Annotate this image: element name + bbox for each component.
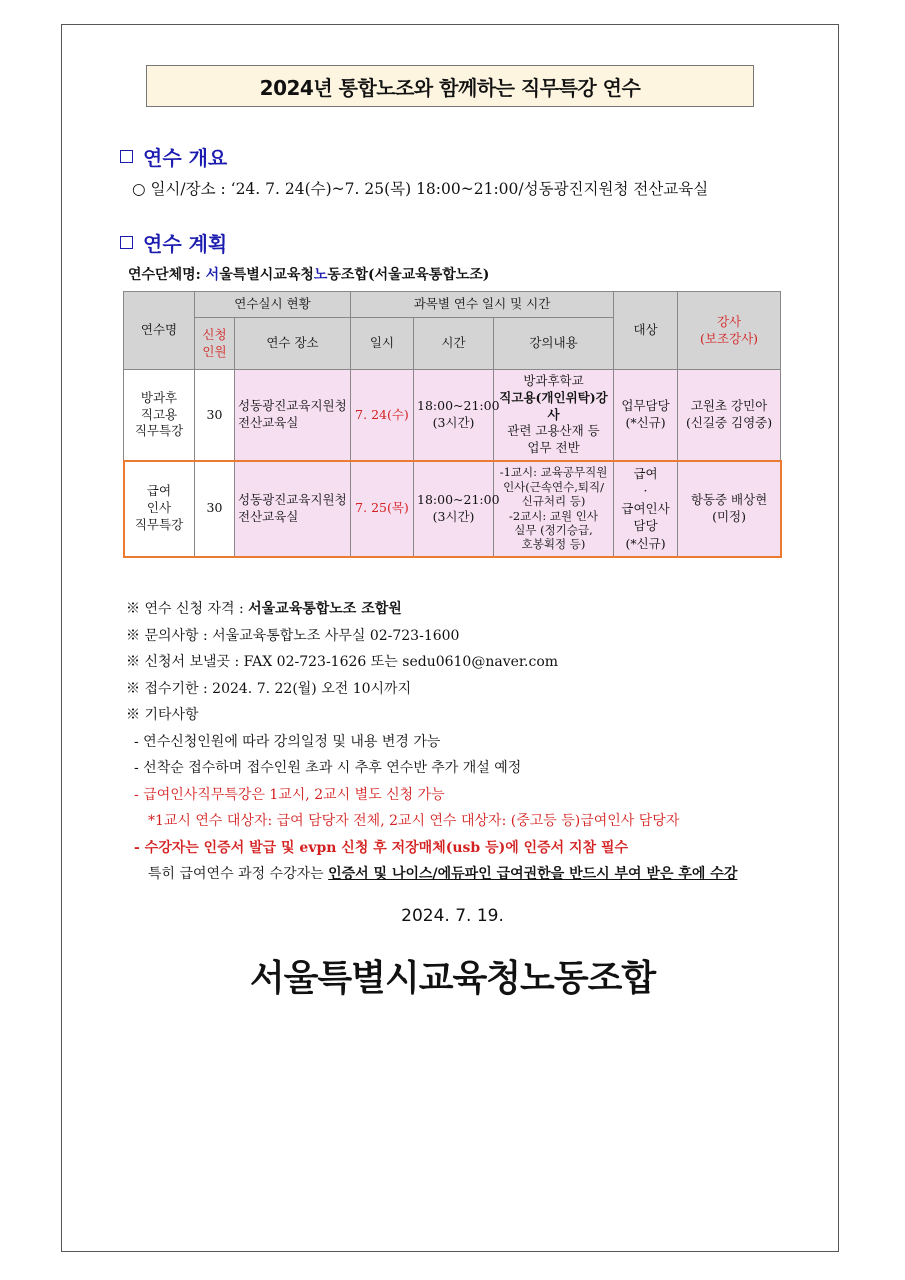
org-part-1: 서 xyxy=(205,267,220,283)
row1-content-bold: 직고용(개인위탁)강사 xyxy=(499,389,608,422)
row2-content: -1교시: 교육공무직원 인사(근속연수,퇴직/ 신규처리 등) -2교시: 교원 인사 실무 (정기승급, 호봉획정 등) xyxy=(494,461,614,557)
header-place: 연수 장소 xyxy=(235,318,351,370)
section-plan-heading xyxy=(120,228,227,257)
row1-instructor: 고원초 강민아 (신길중 김영중) xyxy=(678,370,781,461)
note-inquiry: ※ 문의사항 : 서울교육통합노조 사무실 02-723-1600 xyxy=(126,627,460,644)
plan-heading-text: 연수 계획 xyxy=(143,232,228,256)
row2-target: 급여 · 급여인사 담당 (*신규) xyxy=(614,461,678,557)
org-part-2: 울특별시교육청 xyxy=(219,267,314,283)
schedule-line: ○ 일시/장소 : ‘24. 7. 24(수)~7. 25(목) 18:00~21:00/성동광진지원청 전산교육실 xyxy=(132,180,709,198)
note-other-4: - 수강자는 인증서 발급 및 evpn 신청 후 저장매체(usb 등)에 인증서 지참 필수 xyxy=(134,839,629,856)
row1-time: 18:00~21:00 (3시간) xyxy=(414,370,494,461)
document-date: 2024. 7. 19. xyxy=(401,906,504,926)
header-name: 연수명 xyxy=(124,292,195,370)
org-part-4: 동조합(서울교육통합노조) xyxy=(327,267,490,283)
notes-section xyxy=(126,596,737,888)
note-eligibility xyxy=(126,596,737,623)
row2-instructor: 항동중 배상현 (미정) xyxy=(678,461,781,557)
header-date: 일시 xyxy=(351,318,414,370)
row2-name: 급여 인사 직무특강 xyxy=(124,461,195,557)
page-title-text: 2024년 통합노조와 함께하는 직무특강 연수 xyxy=(259,75,641,100)
note-other-3: - 급여인사직무특강은 1교시, 2교시 별도 신청 가능 xyxy=(134,786,445,803)
note-eligibility-value: 서울교육통합노조 조합원 xyxy=(248,601,402,617)
note-other-4-prefix: 특히 급여연수 과정 수강자는 xyxy=(148,866,329,882)
row1-content-line2: 관련 고용산재 등 업무 전반 xyxy=(507,423,600,456)
org-label: 연수단체명: xyxy=(128,267,206,283)
note-other-3-detail: *1교시 연수 대상자: 급여 담당자 전체, 2교시 연수 대상자: (중고등 등)급여인사 담당자 xyxy=(148,813,680,829)
training-plan-table xyxy=(123,291,781,557)
row2-time: 18:00~21:00 (3시간) xyxy=(414,461,494,557)
note-other-2: - 선착순 접수하며 접수인원 초과 시 추후 연수반 추가 개설 예정 xyxy=(134,760,522,776)
table-header-row xyxy=(124,292,781,318)
organization-signature: 서울특별시교육청노동조합 xyxy=(249,958,656,999)
section-overview-heading xyxy=(120,142,227,171)
row1-content xyxy=(494,370,614,461)
row1-date: 7. 24(수) xyxy=(351,370,414,461)
header-target: 대상 xyxy=(614,292,678,370)
header-time: 시간 xyxy=(414,318,494,370)
note-other-4-detail xyxy=(126,861,737,888)
note-eligibility-label: ※ 연수 신청 자격 : xyxy=(126,601,249,617)
organization-line xyxy=(128,264,489,284)
row2-place: 성동광진교육지원청 전산교육실 xyxy=(235,461,351,557)
header-instructor: 강사 (보조강사) xyxy=(678,292,781,370)
org-part-3: 노 xyxy=(313,267,328,283)
page-title xyxy=(146,65,754,107)
overview-heading-text: 연수 개요 xyxy=(143,146,228,170)
note-other-4-underlined: 인증서 및 나이스/에듀파인 급여권한을 반드시 부여 받은 후에 수강 xyxy=(328,866,738,882)
square-bullet-icon xyxy=(120,150,133,163)
note-deadline: ※ 접수기한 : 2024. 7. 22(월) 오전 10시까지 xyxy=(126,680,412,697)
header-content: 강의내용 xyxy=(494,318,614,370)
header-applicants: 신청 인원 xyxy=(195,318,235,370)
row2-applicants: 30 xyxy=(195,461,235,557)
header-status: 연수실시 현황 xyxy=(195,292,351,318)
note-other-1: - 연수신청인원에 따라 강의일정 및 내용 변경 가능 xyxy=(134,733,441,750)
row1-name: 방과후 직고용 직무특강 xyxy=(124,370,195,461)
row1-content-line1: 방과후학교 xyxy=(523,372,584,388)
table-row xyxy=(124,461,781,557)
note-other-heading: ※ 기타사항 xyxy=(126,707,199,723)
row1-place: 성동광진교육지원청 전산교육실 xyxy=(235,370,351,461)
square-bullet-icon xyxy=(120,236,133,249)
table-row xyxy=(124,370,781,461)
row1-target: 업무담당 (*신규) xyxy=(614,370,678,461)
header-schedule: 과목별 연수 일시 및 시간 xyxy=(351,292,614,318)
note-submission: ※ 신청서 보낼곳 : FAX 02-723-1626 또는 sedu0610@naver.com xyxy=(126,654,559,670)
row2-date: 7. 25(목) xyxy=(351,461,414,557)
row1-applicants: 30 xyxy=(195,370,235,461)
